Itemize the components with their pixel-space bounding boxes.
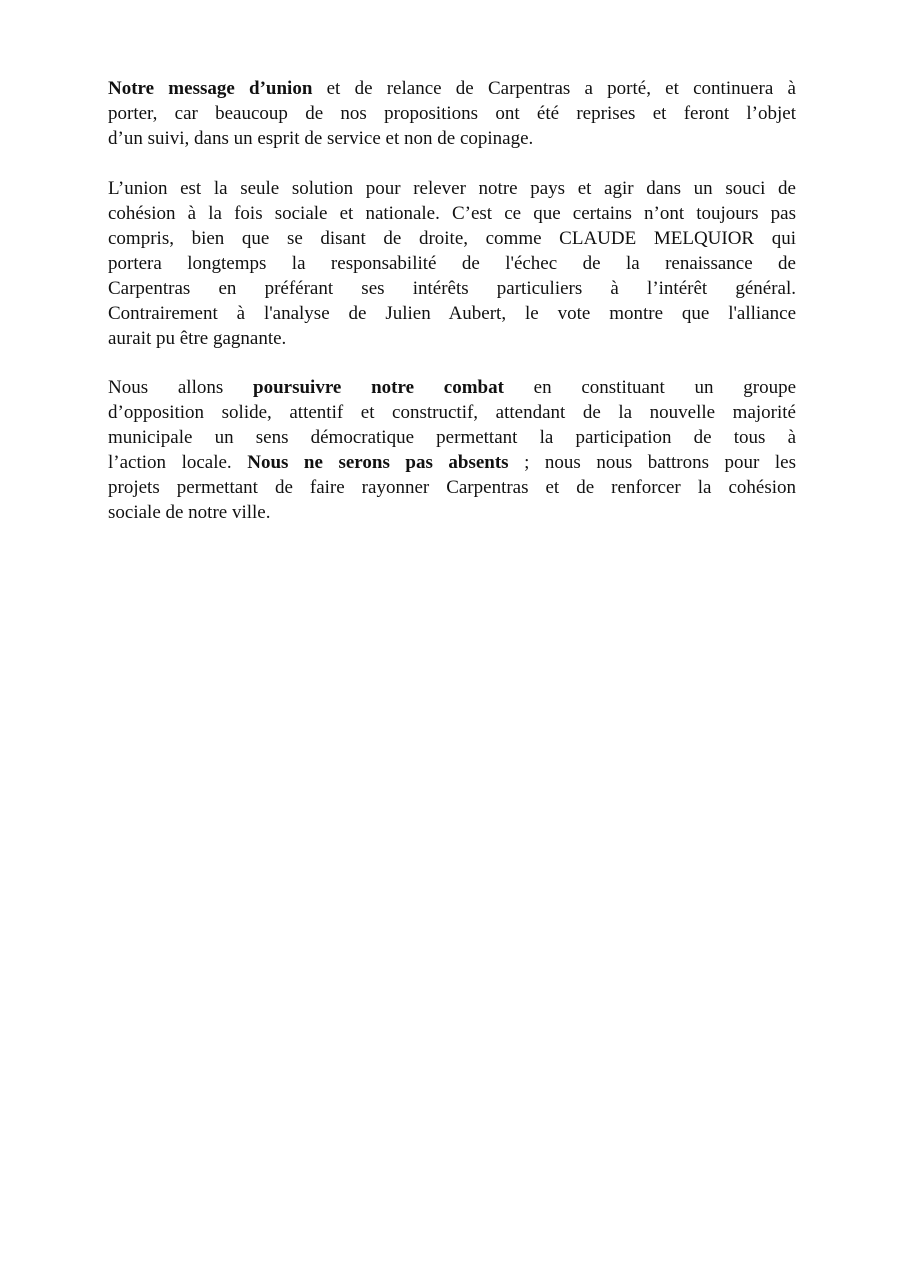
paragraph-continue-fight [108,375,796,525]
text-run: aurait pu être gagnante. [108,327,287,349]
text-line [108,76,796,101]
text-run: porter, car beaucoup de nos propositions ont été reprises et feront l’objet [108,103,796,124]
text-run: sociale de notre ville. [108,502,271,523]
text-run: d’opposition solide, attentif et constructif, attendant de la nouvelle majorité [108,402,796,423]
text-line [108,176,796,201]
text-line [108,226,796,251]
paragraph-union-solution [108,176,796,351]
text-line [108,375,796,400]
text-run: l’action locale. [108,452,248,473]
text-run: cohésion à la fois sociale et nationale. C’est ce que certains n’ont toujours pas [108,202,796,224]
text-run: municipale un sens démocratique permettant la participation de tous à [108,427,796,448]
text-line [108,201,796,226]
text-run: d’un suivi, dans un esprit de service et non de copinage. [108,128,534,149]
text-line [108,251,796,276]
text-line [108,500,796,525]
text-run: et de relance de Carpentras a porté, et continuera à [312,78,796,99]
paragraph-union-message [108,76,796,151]
text-line [108,101,796,126]
text-line [108,326,796,351]
document-body [108,76,796,550]
text-line [108,450,796,475]
text-run: Contrairement à l'analyse de Julien Aubert, le vote montre que l'alliance [108,302,796,324]
bold-phrase: Nous ne serons pas absents [247,452,509,473]
text-line [108,400,796,425]
text-run: Carpentras en préférant ses intérêts particuliers à l’intérêt général. [108,277,796,299]
text-run: portera longtemps la responsabilité de l'échec de la renaissance de [108,252,796,274]
text-run: ; nous nous battrons pour les [508,452,796,473]
text-run: Nous allons [108,377,254,398]
text-line [108,276,796,301]
text-line [108,475,796,500]
bold-phrase: poursuivre notre combat [253,377,504,398]
text-run: L’union est la seule solution pour relever notre pays et agir dans un souci de [108,177,796,199]
text-line [108,126,796,151]
text-run: en constituant un groupe [503,377,796,398]
text-run: compris, bien que se disant de droite, comme CLAUDE MELQUIOR qui [108,227,796,249]
bold-phrase: Notre message d’union [108,78,313,99]
text-run: projets permettant de faire rayonner Carpentras et de renforcer la cohésion [108,477,796,498]
text-line [108,425,796,450]
text-line [108,301,796,326]
